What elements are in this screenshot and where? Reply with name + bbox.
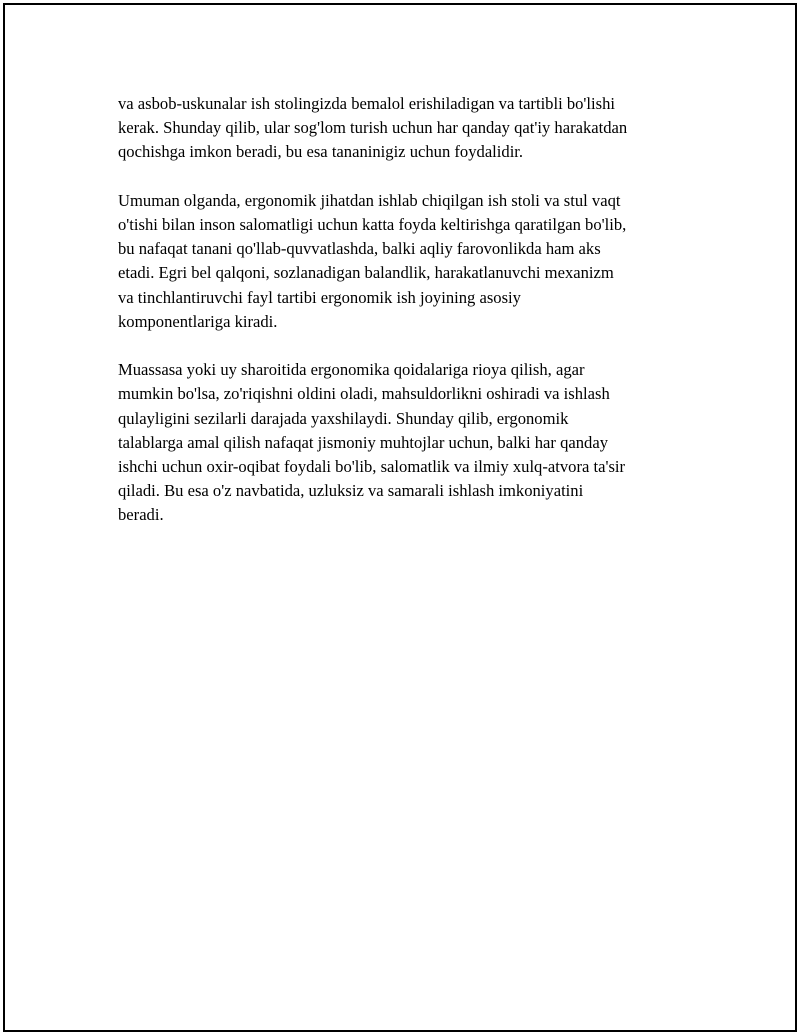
text-line: Umuman olganda, ergonomik jihatdan ishlab chiqilgan ish stoli va stul vaqt	[118, 190, 621, 210]
paragraph	[118, 92, 688, 165]
text-line: beradi.	[118, 505, 164, 525]
paragraph	[118, 189, 688, 334]
text-line: mumkin bo'lsa, zo'riqishni oldini oladi, mahsuldorlikni oshiradi va ishlash	[118, 384, 610, 404]
text-line: komponentlariga kiradi.	[118, 311, 278, 331]
document-body	[118, 92, 688, 552]
text-line: qochishga imkon beradi, bu esa tananinigiz uchun foydalidir.	[118, 142, 524, 162]
text-line: qulayligini sezilarli darajada yaxshilaydi. Shunday qilib, ergonomik	[118, 408, 569, 428]
text-line: va tinchlantiruvchi fayl tartibi ergonomik ish joyining asosiy	[118, 287, 521, 307]
text-line: o'tishi bilan inson salomatligi uchun katta foyda keltirishga qaratilgan bo'lib,	[118, 215, 627, 234]
text-line: va asbob-uskunalar ish stolingizda bemalol erishiladigan va tartibli bo'lishi	[118, 94, 616, 113]
text-line: kerak. Shunday qilib, ular sog'lom turish uchun har qanday qat'iy harakatdan	[118, 118, 628, 138]
text-line: etadi. Egri bel qalqoni, sozlanadigan balandlik, harakatlanuvchi mexanizm	[118, 263, 614, 283]
text-line: talablarga amal qilish nafaqat jismoniy muhtojlar uchun, balki har qanday	[118, 432, 608, 452]
text-line: qiladi. Bu esa o'z navbatida, uzluksiz va samarali ishlash imkoniyatini	[118, 481, 584, 501]
paragraph	[118, 358, 688, 527]
text-line: bu nafaqat tanani qo'llab-quvvatlashda, balki aqliy farovonlikda ham aks	[118, 239, 601, 259]
text-line: Muassasa yoki uy sharoitida ergonomika qoidalariga rioya qilish, agar	[118, 360, 585, 380]
text-line: ishchi uchun oxir-oqibat foydali bo'lib, salomatlik va ilmiy xulq-atvora ta'sir	[118, 457, 626, 477]
